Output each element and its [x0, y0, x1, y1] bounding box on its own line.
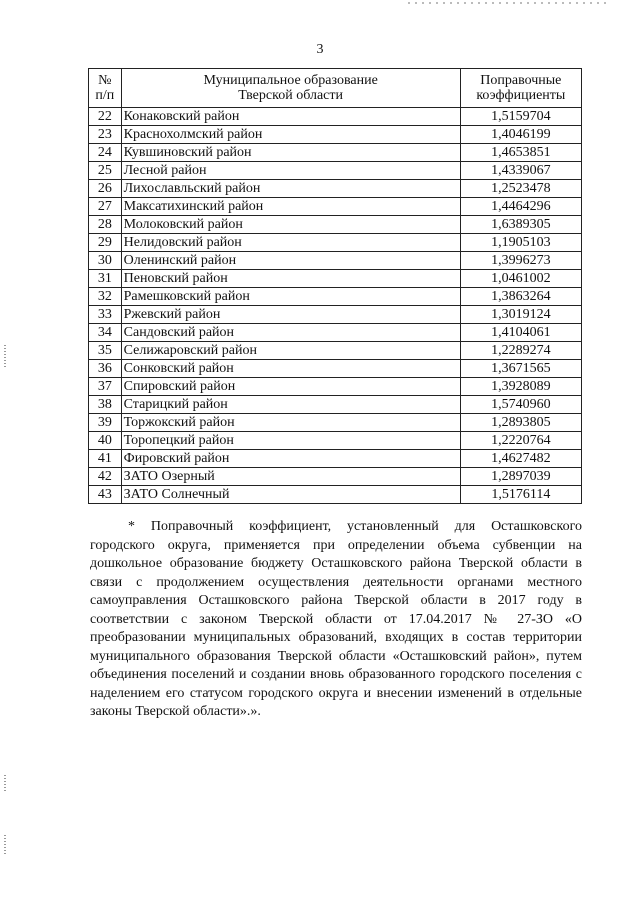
row-municipality: Лесной район [121, 162, 460, 180]
row-number: 27 [89, 198, 122, 216]
table-row [89, 288, 582, 306]
row-coefficient: 1,0461002 [460, 270, 581, 288]
row-municipality: Максатихинский район [121, 198, 460, 216]
row-number: 37 [89, 378, 122, 396]
row-municipality: Фировский район [121, 450, 460, 468]
header-municipality [121, 69, 460, 108]
table-header-row [89, 69, 582, 108]
row-coefficient: 1,3671565 [460, 360, 581, 378]
row-municipality: Ржевский район [121, 306, 460, 324]
row-municipality: Конаковский район [121, 108, 460, 126]
header-number [89, 69, 122, 108]
row-municipality: Рамешковский район [121, 288, 460, 306]
table-row [89, 126, 582, 144]
scan-artifact-marks [408, 2, 608, 4]
header-coefficient [460, 69, 581, 108]
row-number: 23 [89, 126, 122, 144]
row-coefficient: 1,3928089 [460, 378, 581, 396]
table-row [89, 486, 582, 504]
row-coefficient: 1,3863264 [460, 288, 581, 306]
row-number: 40 [89, 432, 122, 450]
row-municipality: Кувшиновский район [121, 144, 460, 162]
table-row [89, 162, 582, 180]
header-coefficient-line1: Поправочные [480, 73, 562, 88]
row-coefficient: 1,4104061 [460, 324, 581, 342]
row-coefficient: 1,5159704 [460, 108, 581, 126]
row-number: 39 [89, 414, 122, 432]
row-municipality: Торжокский район [121, 414, 460, 432]
table-row [89, 306, 582, 324]
table-row [89, 360, 582, 378]
row-municipality: Сонковский район [121, 360, 460, 378]
table-row [89, 252, 582, 270]
row-number: 25 [89, 162, 122, 180]
row-municipality: Сандовский район [121, 324, 460, 342]
row-municipality: Старицкий район [121, 396, 460, 414]
row-coefficient: 1,6389305 [460, 216, 581, 234]
row-number: 34 [89, 324, 122, 342]
header-municipality-line2: Тверской области [238, 88, 343, 103]
row-municipality: ЗАТО Озерный [121, 468, 460, 486]
table-row [89, 342, 582, 360]
row-coefficient: 1,4464296 [460, 198, 581, 216]
row-number: 43 [89, 486, 122, 504]
row-coefficient: 1,5740960 [460, 396, 581, 414]
row-coefficient: 1,2897039 [460, 468, 581, 486]
row-coefficient: 1,2289274 [460, 342, 581, 360]
row-number: 38 [89, 396, 122, 414]
row-number: 32 [89, 288, 122, 306]
row-municipality: Молоковский район [121, 216, 460, 234]
row-municipality: Лихославльский район [121, 180, 460, 198]
row-number: 30 [89, 252, 122, 270]
table-row [89, 432, 582, 450]
row-coefficient: 1,1905103 [460, 234, 581, 252]
row-municipality: Спировский район [121, 378, 460, 396]
row-number: 35 [89, 342, 122, 360]
page-number: 3 [316, 42, 324, 57]
header-number-line1: № [98, 73, 112, 88]
header-number-line2: п/п [95, 88, 115, 103]
row-municipality: Пеновский район [121, 270, 460, 288]
row-coefficient: 1,4046199 [460, 126, 581, 144]
row-number: 31 [89, 270, 122, 288]
table-row [89, 108, 582, 126]
row-municipality: Торопецкий район [121, 432, 460, 450]
table-body [89, 108, 582, 504]
row-coefficient: 1,2893805 [460, 414, 581, 432]
row-municipality: Нелидовский район [121, 234, 460, 252]
row-number: 41 [89, 450, 122, 468]
table-row [89, 324, 582, 342]
table-row [89, 234, 582, 252]
row-municipality: Оленинский район [121, 252, 460, 270]
row-number: 26 [89, 180, 122, 198]
row-coefficient: 1,2523478 [460, 180, 581, 198]
row-coefficient: 1,4653851 [460, 144, 581, 162]
row-coefficient: 1,2220764 [460, 432, 581, 450]
row-coefficient: 1,5176114 [460, 486, 581, 504]
row-coefficient: 1,3019124 [460, 306, 581, 324]
footnote: * Поправочный коэффициент, установленный для Осташковского городского округа, применяется при определении объема субвенции на дошкольное образование бюджету Осташковского района Тверской области в связи с продолжением осуществления деятельности органами местного самоуправления Осташковского района Тверской области в 2017 году в соответствии с законом Тверской области от 17.04.2017 № 27-ЗО «О преобразовании муниципальных образований, входящих в состав территории муниципального образования Тверской области «Осташковский район», путем объединения поселений и создании вновь образованного городского поселения с наделением его статусом городского округа и внесении изменений в отдельные законы Тверской области».». [90, 519, 582, 719]
table-row [89, 468, 582, 486]
row-number: 22 [89, 108, 122, 126]
row-coefficient: 1,4339067 [460, 162, 581, 180]
coefficients-table [88, 68, 582, 504]
row-number: 42 [89, 468, 122, 486]
row-municipality: ЗАТО Солнечный [121, 486, 460, 504]
table-row [89, 180, 582, 198]
table-row [89, 378, 582, 396]
row-coefficient: 1,4627482 [460, 450, 581, 468]
row-municipality: Краснохолмский район [121, 126, 460, 144]
table-row [89, 450, 582, 468]
row-number: 33 [89, 306, 122, 324]
header-municipality-line1: Муниципальное образование [203, 73, 378, 88]
table-row [89, 270, 582, 288]
row-coefficient: 1,3996273 [460, 252, 581, 270]
header-coefficient-line2: коэффициенты [476, 88, 566, 103]
table-row [89, 414, 582, 432]
table-row [89, 396, 582, 414]
row-number: 28 [89, 216, 122, 234]
row-number: 24 [89, 144, 122, 162]
row-municipality: Селижаровский район [121, 342, 460, 360]
table-row [89, 144, 582, 162]
table-row [89, 198, 582, 216]
row-number: 29 [89, 234, 122, 252]
table-row [89, 216, 582, 234]
row-number: 36 [89, 360, 122, 378]
